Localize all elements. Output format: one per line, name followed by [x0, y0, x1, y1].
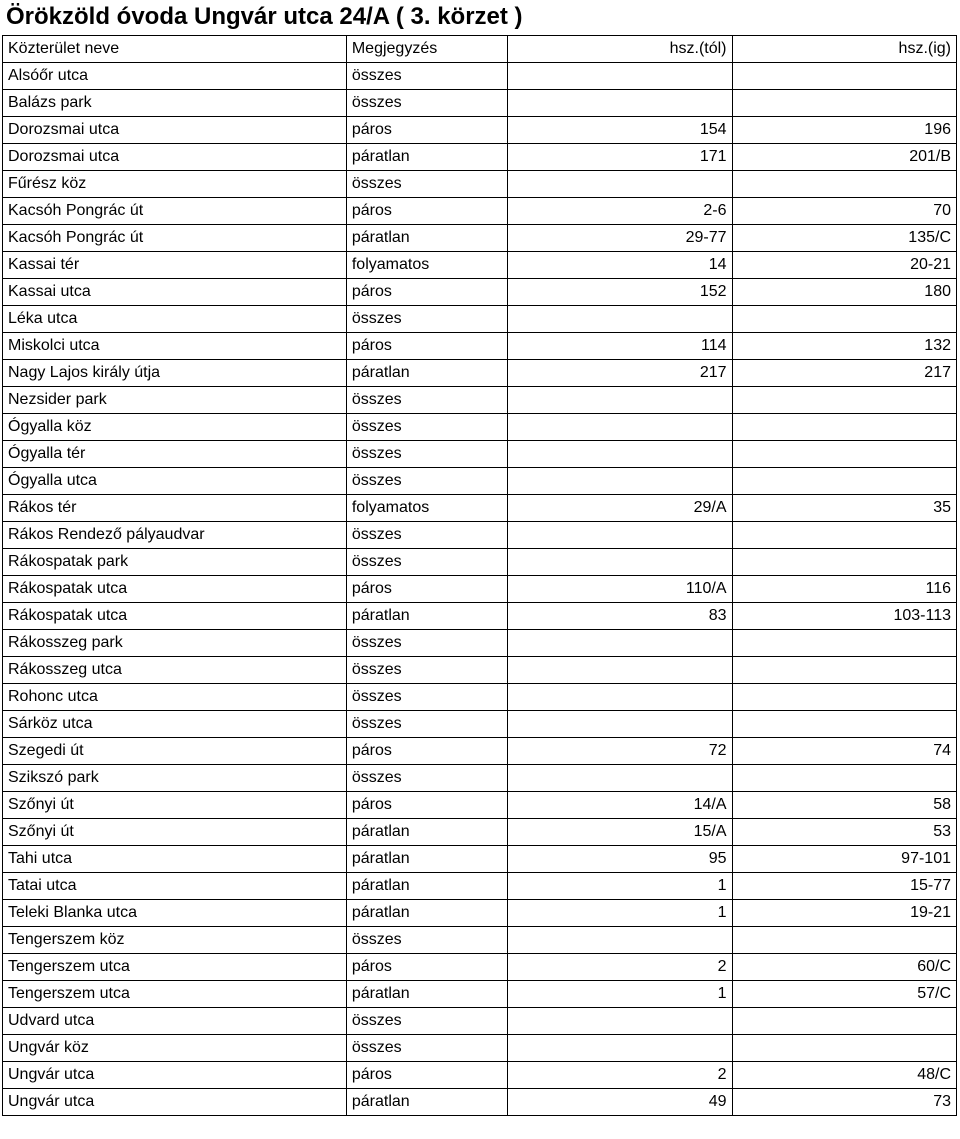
house-number-from-cell [508, 765, 732, 792]
table-row [3, 414, 957, 441]
table-row [3, 657, 957, 684]
column-header-house-number-from: hsz.(tól) [508, 36, 732, 63]
table-row [3, 360, 957, 387]
house-number-from-cell: 83 [508, 603, 732, 630]
house-number-from-cell: 29/A [508, 495, 732, 522]
note-cell: összes [346, 630, 507, 657]
note-cell: összes [346, 1035, 507, 1062]
table-row [3, 954, 957, 981]
table-row [3, 198, 957, 225]
house-number-from-cell: 1 [508, 873, 732, 900]
house-number-to-cell: 19-21 [732, 900, 956, 927]
table-row [3, 792, 957, 819]
house-number-from-cell: 114 [508, 333, 732, 360]
house-number-from-cell [508, 522, 732, 549]
house-number-to-cell [732, 171, 956, 198]
house-number-from-cell [508, 441, 732, 468]
house-number-from-cell [508, 90, 732, 117]
street-name-cell: Szegedi út [3, 738, 347, 765]
house-number-from-cell [508, 306, 732, 333]
note-cell: összes [346, 927, 507, 954]
table-row [3, 117, 957, 144]
note-cell: összes [346, 522, 507, 549]
house-number-from-cell: 1 [508, 900, 732, 927]
house-number-to-cell [732, 468, 956, 495]
house-number-from-cell [508, 927, 732, 954]
table-row [3, 333, 957, 360]
house-number-from-cell [508, 1035, 732, 1062]
house-number-to-cell: 58 [732, 792, 956, 819]
table-row [3, 225, 957, 252]
street-name-cell: Ógyalla utca [3, 468, 347, 495]
house-number-from-cell [508, 657, 732, 684]
house-number-to-cell: 53 [732, 819, 956, 846]
street-name-cell: Rákosszeg park [3, 630, 347, 657]
house-number-to-cell [732, 387, 956, 414]
street-name-cell: Ógyalla köz [3, 414, 347, 441]
note-cell: páratlan [346, 225, 507, 252]
table-row [3, 522, 957, 549]
table-row [3, 495, 957, 522]
column-header-street-name: Közterület neve [3, 36, 347, 63]
street-name-cell: Fűrész köz [3, 171, 347, 198]
house-number-from-cell: 15/A [508, 819, 732, 846]
house-number-from-cell [508, 387, 732, 414]
note-cell: páratlan [346, 603, 507, 630]
note-cell: páros [346, 1062, 507, 1089]
page-title: Örökzöld óvoda Ungvár utca 24/A ( 3. körzet ) [6, 3, 523, 30]
note-cell: összes [346, 468, 507, 495]
street-name-cell: Teleki Blanka utca [3, 900, 347, 927]
house-number-to-cell [732, 684, 956, 711]
house-number-to-cell: 132 [732, 333, 956, 360]
note-cell: páratlan [346, 873, 507, 900]
house-number-from-cell: 152 [508, 279, 732, 306]
table-row [3, 1035, 957, 1062]
street-name-cell: Kassai utca [3, 279, 347, 306]
street-name-cell: Tengerszem köz [3, 927, 347, 954]
street-name-cell: Dorozsmai utca [3, 117, 347, 144]
table-row [3, 468, 957, 495]
house-number-to-cell [732, 630, 956, 657]
house-number-to-cell: 20-21 [732, 252, 956, 279]
table-row [3, 90, 957, 117]
house-number-from-cell: 14 [508, 252, 732, 279]
table-row [3, 144, 957, 171]
house-number-to-cell [732, 306, 956, 333]
street-name-cell: Léka utca [3, 306, 347, 333]
house-number-to-cell [732, 1035, 956, 1062]
house-number-to-cell: 97-101 [732, 846, 956, 873]
street-name-cell: Ungvár köz [3, 1035, 347, 1062]
table-row [3, 819, 957, 846]
note-cell: páratlan [346, 1089, 507, 1116]
note-cell: páros [346, 738, 507, 765]
table-row [3, 441, 957, 468]
house-number-from-cell: 72 [508, 738, 732, 765]
street-name-cell: Kassai tér [3, 252, 347, 279]
note-cell: összes [346, 414, 507, 441]
house-number-from-cell: 49 [508, 1089, 732, 1116]
street-name-cell: Udvard utca [3, 1008, 347, 1035]
note-cell: összes [346, 549, 507, 576]
house-number-from-cell [508, 63, 732, 90]
table-row [3, 711, 957, 738]
house-number-to-cell [732, 522, 956, 549]
street-name-cell: Szikszó park [3, 765, 347, 792]
street-name-cell: Ógyalla tér [3, 441, 347, 468]
note-cell: páratlan [346, 819, 507, 846]
table-row [3, 576, 957, 603]
house-number-to-cell: 103-113 [732, 603, 956, 630]
street-name-cell: Nezsider park [3, 387, 347, 414]
note-cell: páros [346, 792, 507, 819]
house-number-from-cell [508, 684, 732, 711]
house-number-to-cell: 57/C [732, 981, 956, 1008]
house-number-to-cell: 73 [732, 1089, 956, 1116]
street-name-cell: Rohonc utca [3, 684, 347, 711]
note-cell: páros [346, 333, 507, 360]
table-row [3, 252, 957, 279]
streets-table [2, 35, 957, 1116]
table-row [3, 981, 957, 1008]
house-number-from-cell [508, 711, 732, 738]
street-name-cell: Szőnyi út [3, 792, 347, 819]
house-number-from-cell: 95 [508, 846, 732, 873]
note-cell: összes [346, 1008, 507, 1035]
house-number-from-cell: 14/A [508, 792, 732, 819]
street-name-cell: Rákosszeg utca [3, 657, 347, 684]
table-row [3, 765, 957, 792]
street-name-cell: Tatai utca [3, 873, 347, 900]
street-name-cell: Rákos tér [3, 495, 347, 522]
note-cell: páratlan [346, 846, 507, 873]
note-cell: páros [346, 117, 507, 144]
table-body [3, 63, 957, 1116]
street-name-cell: Szőnyi út [3, 819, 347, 846]
table-row [3, 549, 957, 576]
street-name-cell: Alsóőr utca [3, 63, 347, 90]
house-number-to-cell: 116 [732, 576, 956, 603]
house-number-from-cell: 171 [508, 144, 732, 171]
house-number-to-cell: 201/B [732, 144, 956, 171]
table-row [3, 630, 957, 657]
house-number-from-cell: 154 [508, 117, 732, 144]
house-number-from-cell: 1 [508, 981, 732, 1008]
table-header-row [3, 36, 957, 63]
house-number-to-cell [732, 63, 956, 90]
street-name-cell: Rákos Rendező pályaudvar [3, 522, 347, 549]
table-row [3, 63, 957, 90]
note-cell: összes [346, 441, 507, 468]
note-cell: páros [346, 576, 507, 603]
street-name-cell: Rákospatak park [3, 549, 347, 576]
note-cell: páros [346, 954, 507, 981]
note-cell: összes [346, 90, 507, 117]
street-name-cell: Kacsóh Pongrác út [3, 225, 347, 252]
note-cell: páros [346, 279, 507, 306]
table-row [3, 900, 957, 927]
table-row [3, 279, 957, 306]
table-row [3, 1008, 957, 1035]
house-number-from-cell: 110/A [508, 576, 732, 603]
note-cell: összes [346, 387, 507, 414]
note-cell: páros [346, 198, 507, 225]
house-number-to-cell [732, 549, 956, 576]
street-name-cell: Rákospatak utca [3, 603, 347, 630]
table-row [3, 738, 957, 765]
street-name-cell: Balázs park [3, 90, 347, 117]
house-number-from-cell [508, 1008, 732, 1035]
table-row [3, 603, 957, 630]
street-name-cell: Ungvár utca [3, 1089, 347, 1116]
note-cell: összes [346, 657, 507, 684]
table-row [3, 306, 957, 333]
note-cell: folyamatos [346, 495, 507, 522]
house-number-to-cell: 196 [732, 117, 956, 144]
house-number-to-cell [732, 90, 956, 117]
column-header-house-number-to: hsz.(ig) [732, 36, 956, 63]
table-row [3, 684, 957, 711]
table-row [3, 171, 957, 198]
house-number-from-cell [508, 171, 732, 198]
house-number-from-cell [508, 414, 732, 441]
house-number-to-cell [732, 711, 956, 738]
table-row [3, 927, 957, 954]
house-number-to-cell [732, 1008, 956, 1035]
note-cell: összes [346, 306, 507, 333]
note-cell: összes [346, 711, 507, 738]
note-cell: folyamatos [346, 252, 507, 279]
house-number-from-cell: 2-6 [508, 198, 732, 225]
street-name-cell: Kacsóh Pongrác út [3, 198, 347, 225]
note-cell: összes [346, 684, 507, 711]
table-row [3, 873, 957, 900]
house-number-from-cell: 2 [508, 1062, 732, 1089]
note-cell: páratlan [346, 981, 507, 1008]
note-cell: összes [346, 63, 507, 90]
house-number-from-cell [508, 549, 732, 576]
house-number-to-cell: 135/C [732, 225, 956, 252]
house-number-to-cell: 48/C [732, 1062, 956, 1089]
street-name-cell: Tahi utca [3, 846, 347, 873]
house-number-to-cell [732, 441, 956, 468]
house-number-to-cell: 60/C [732, 954, 956, 981]
street-name-cell: Tengerszem utca [3, 954, 347, 981]
column-header-note: Megjegyzés [346, 36, 507, 63]
street-name-cell: Rákospatak utca [3, 576, 347, 603]
house-number-to-cell: 35 [732, 495, 956, 522]
table-row [3, 1089, 957, 1116]
street-name-cell: Ungvár utca [3, 1062, 347, 1089]
house-number-to-cell [732, 927, 956, 954]
house-number-from-cell: 2 [508, 954, 732, 981]
house-number-from-cell [508, 630, 732, 657]
street-name-cell: Dorozsmai utca [3, 144, 347, 171]
street-name-cell: Miskolci utca [3, 333, 347, 360]
note-cell: páratlan [346, 144, 507, 171]
house-number-from-cell [508, 468, 732, 495]
house-number-to-cell: 70 [732, 198, 956, 225]
note-cell: páratlan [346, 900, 507, 927]
note-cell: páratlan [346, 360, 507, 387]
note-cell: összes [346, 765, 507, 792]
house-number-from-cell: 217 [508, 360, 732, 387]
street-name-cell: Tengerszem utca [3, 981, 347, 1008]
table-row [3, 846, 957, 873]
street-name-cell: Sárköz utca [3, 711, 347, 738]
table-row [3, 1062, 957, 1089]
house-number-to-cell: 74 [732, 738, 956, 765]
note-cell: összes [346, 171, 507, 198]
street-name-cell: Nagy Lajos király útja [3, 360, 347, 387]
house-number-to-cell [732, 765, 956, 792]
house-number-to-cell [732, 657, 956, 684]
house-number-from-cell: 29-77 [508, 225, 732, 252]
house-number-to-cell [732, 414, 956, 441]
house-number-to-cell: 15-77 [732, 873, 956, 900]
house-number-to-cell: 180 [732, 279, 956, 306]
table-row [3, 387, 957, 414]
house-number-to-cell: 217 [732, 360, 956, 387]
